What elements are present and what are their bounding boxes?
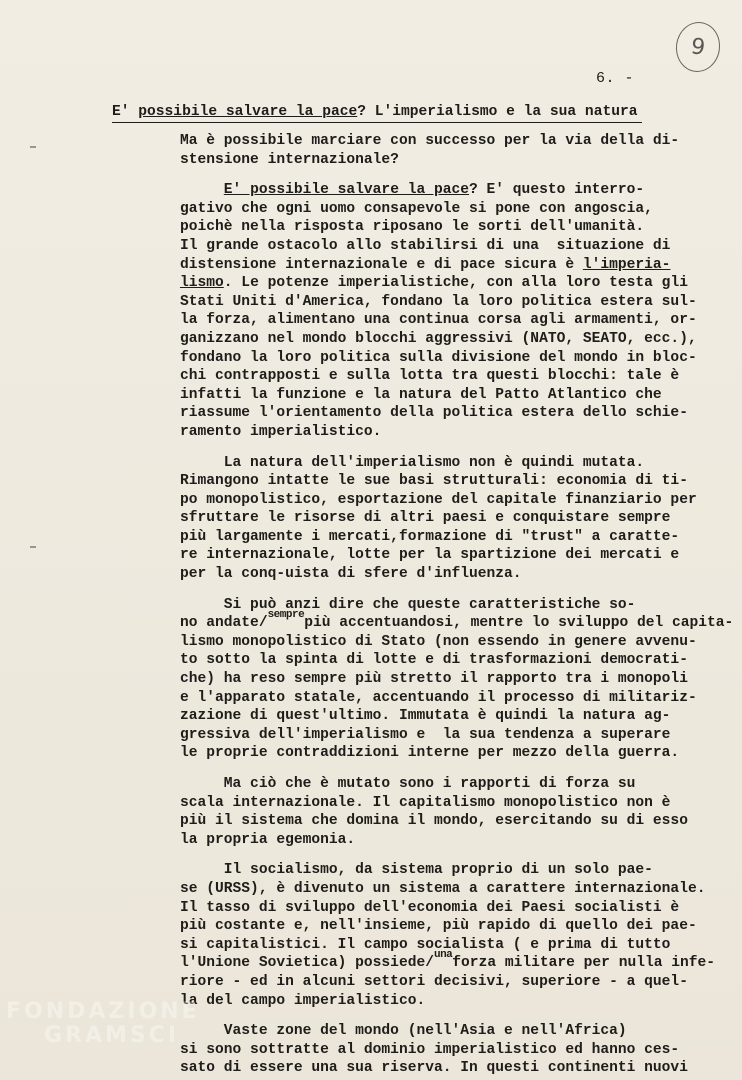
text-line: Si può anzi dire che queste caratteristiche so- (180, 596, 636, 613)
text-line: gativo che ogni uomo consapevole si pone con angoscia, (180, 200, 653, 217)
text-line: zazione di quest'ultimo. Immutata è quindi la natura ag- (180, 708, 671, 725)
text-line: Vaste zone del mondo (nell'Asia e nell'Africa) (180, 1023, 627, 1040)
text-fragment: . Le potenze imperialistiche, con alla loro testa gli (223, 275, 688, 292)
handwritten-insert: sempre (267, 609, 305, 622)
text-fragment: no andate/ (180, 615, 268, 632)
text-line: Il tasso di sviluppo dell'economia dei Paesi socialisti è (180, 899, 680, 916)
text-fragment: l'Unione Sovietica) possiede/ (180, 955, 434, 972)
text-line: si sono sottratte al dominio imperialistico ed hanno ces- (180, 1041, 680, 1058)
underlined-phrase: lismo (180, 275, 224, 292)
handwritten-insert: una (433, 949, 453, 962)
text-line: le proprie contraddizioni interne per mezzo della guerra. (180, 745, 680, 762)
text-line: fondano la loro politica sulla divisione del mondo in bloc- (180, 349, 697, 366)
heading-underlined: possibile salvare la pace (138, 104, 358, 120)
text-line: la del campo imperialistico. (180, 992, 426, 1009)
text-line: po monopolistico, esportazione del capitale finanziario per (180, 491, 697, 508)
text-line: to sotto la spinta di lotte e di trasformazioni democrati- (180, 652, 688, 669)
text-line: ganizzano nel mondo blocchi aggressivi (NATO, SEATO, ecc.), (180, 330, 697, 347)
watermark-line: GRAMSCI (44, 1023, 180, 1048)
underlined-phrase: l'imperia- (582, 256, 671, 273)
text-line: si capitalistici. Il campo socialista ( e prima di tutto (180, 936, 671, 953)
text-line: e l'apparato statale, accentuando il processo di militariz- (180, 689, 697, 706)
text-line: ramento imperialistico. (180, 423, 382, 440)
text-fragment: distensione internazionale e di pace sicura è (180, 256, 583, 273)
text-line: Ma ciò che è mutato sono i rapporti di forza su (180, 776, 636, 792)
watermark-line: FONDAZIONE (6, 999, 200, 1024)
margin-mark (30, 146, 36, 148)
text-line (180, 181, 692, 200)
margin-mark (30, 546, 36, 548)
text-line: scala internazionale. Il capitalismo monopolistico non è (180, 794, 671, 811)
text-line: più costante e, nell'insieme, più rapido di quello dei pae- (180, 918, 697, 935)
section-heading (112, 104, 642, 123)
heading-part: ? L'imperialismo e la sua natura (357, 104, 638, 120)
text-line: la propria egemonia. (180, 831, 356, 848)
text-line: chi contrapposti e sulla lotta tra questi blocchi: tale è (180, 368, 680, 385)
underlined-phrase: E' possibile salvare la pace (223, 182, 470, 199)
text-line: riore - ed in alcuni settori decisivi, superiore - a quel- (180, 973, 688, 990)
text-line: Stati Uniti d'America, fondano la loro politica estera sul- (180, 293, 697, 310)
text-line: riassume l'orientamento della politica estera dello schie- (180, 405, 688, 422)
text-line: sato di essere una sua riserva. In questi continenti nuovi (180, 1060, 688, 1077)
text-line: lismo monopolistico di Stato (non essendo in genere avvenu- (180, 633, 697, 650)
indent (180, 182, 224, 198)
text-line: infatti la funzione e la natura del Patto Atlantico che (180, 386, 662, 403)
text-line: stensione internazionale? (180, 151, 399, 168)
heading-part: E' (112, 104, 139, 120)
text-line (180, 609, 734, 633)
text-line: che) ha reso sempre più stretto il rapporto tra i monopoli (180, 671, 688, 688)
text-line: La natura dell'imperialismo non è quindi mutata. (180, 454, 645, 471)
text-line: la forza, alimentano una continua corsa agli armamenti, or- (180, 312, 697, 329)
text-fragment: più accentuandosi, mentre lo sviluppo del capita- (304, 615, 734, 632)
text-line (180, 274, 692, 293)
text-line (180, 949, 716, 973)
archive-folio-mark: 9 (673, 19, 724, 75)
text-line: più il sistema che domina il mondo, esercitando su di esso (180, 813, 688, 830)
text-line: re internazionale, lotte per la spartizione dei mercati e (180, 547, 680, 564)
text-line (180, 256, 692, 275)
text-fragment: ? E' questo interro- (469, 182, 645, 199)
text-line: Rimangono intatte le sue basi strutturali: economia di ti- (180, 473, 688, 490)
text-line: Ma è possibile marciare con successo per la via della di- (180, 133, 680, 149)
text-line: Il grande ostacolo allo stabilirsi di una situazione di (180, 237, 671, 254)
page-number: 6. - (596, 70, 635, 87)
text-line: sfruttare le risorse di altri paesi e conquistare sempre (180, 510, 671, 527)
text-line: per la conq-uista di sfere d'influenza. (180, 566, 522, 583)
text-line: poichè nella risposta riposano le sorti dell'umanità. (180, 219, 645, 236)
archive-watermark (6, 1000, 200, 1048)
text-line: se (URSS), è divenuto un sistema a carattere internazionale. (180, 880, 706, 897)
text-fragment: forza militare per nulla infe- (452, 955, 716, 972)
text-line: Il socialismo, da sistema proprio di un solo pae- (180, 862, 653, 879)
text-line: gressiva dell'imperialismo e la sua tendenza a superare (180, 726, 671, 743)
text-line: più largamente i mercati,formazione di "trust" a caratte- (180, 528, 680, 545)
body-text (180, 132, 734, 1078)
